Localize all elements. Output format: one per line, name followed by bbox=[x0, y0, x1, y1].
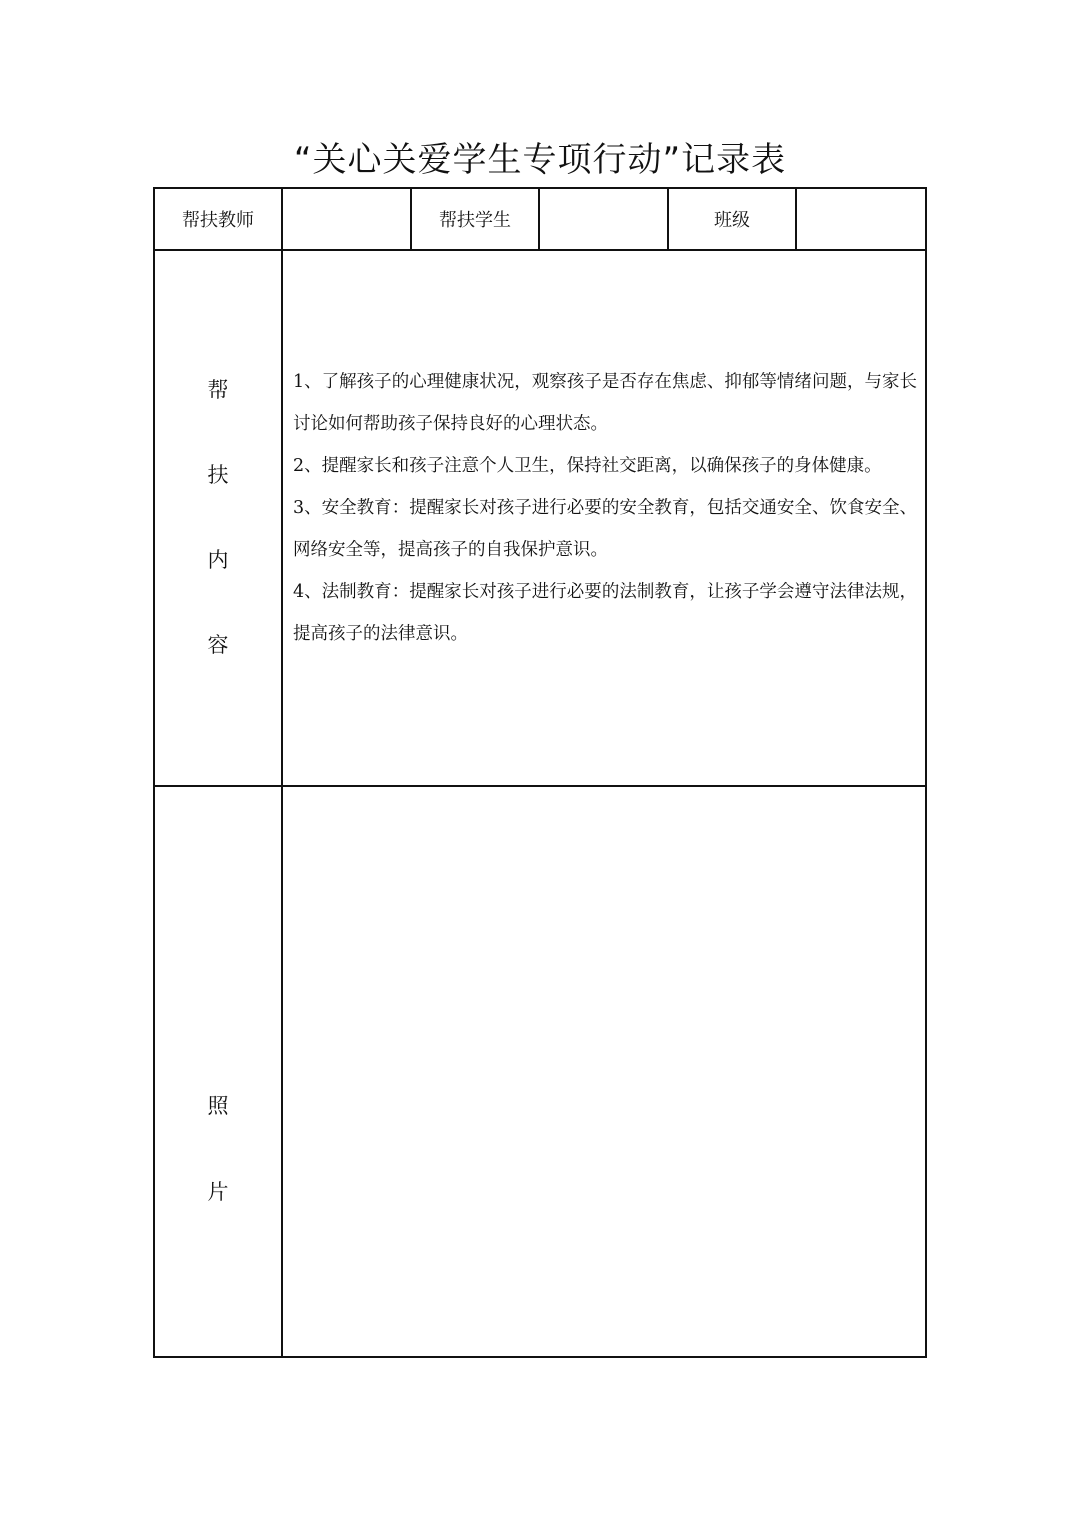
photo-area[interactable] bbox=[282, 786, 926, 1357]
class-label: 班级 bbox=[668, 188, 796, 250]
student-field[interactable] bbox=[539, 188, 668, 250]
content-text bbox=[293, 361, 917, 655]
student-label: 帮扶学生 bbox=[411, 188, 539, 250]
content-label bbox=[154, 250, 282, 786]
photo-label bbox=[154, 786, 282, 1357]
teacher-field[interactable] bbox=[282, 188, 411, 250]
record-table bbox=[153, 187, 927, 1358]
photo-label-char: 片 bbox=[207, 1180, 229, 1204]
content-label-char: 内 bbox=[207, 548, 229, 572]
teacher-label: 帮扶教师 bbox=[154, 188, 282, 250]
photo-row bbox=[154, 786, 926, 1357]
content-item: 1、了解孩子的心理健康状况，观察孩子是否存在焦虑、抑郁等情绪问题，与家长讨论如何帮助孩子保持良好的心理状态。 bbox=[293, 372, 917, 434]
content-item: 4、法制教育：提醒家长对孩子进行必要的法制教育，让孩子学会遵守法律法规，提高孩子的法律意识。 bbox=[293, 582, 917, 644]
page-title: “关心关爱学生专项行动”记录表 bbox=[293, 140, 787, 180]
content-label-char: 扶 bbox=[207, 463, 229, 487]
content-item: 2、提醒家长和孩子注意个人卫生，保持社交距离，以确保孩子的身体健康。 bbox=[293, 456, 882, 476]
content-label-char: 容 bbox=[207, 633, 229, 657]
content-label-char: 帮 bbox=[207, 378, 229, 402]
content-body[interactable] bbox=[282, 250, 926, 786]
class-field[interactable] bbox=[796, 188, 926, 250]
content-item: 3、安全教育：提醒家长对孩子进行必要的安全教育，包括交通安全、饮食安全、网络安全等，提高孩子的自我保护意识。 bbox=[293, 498, 917, 560]
content-row bbox=[154, 250, 926, 786]
header-row bbox=[154, 188, 926, 250]
photo-label-char: 照 bbox=[207, 1094, 229, 1118]
